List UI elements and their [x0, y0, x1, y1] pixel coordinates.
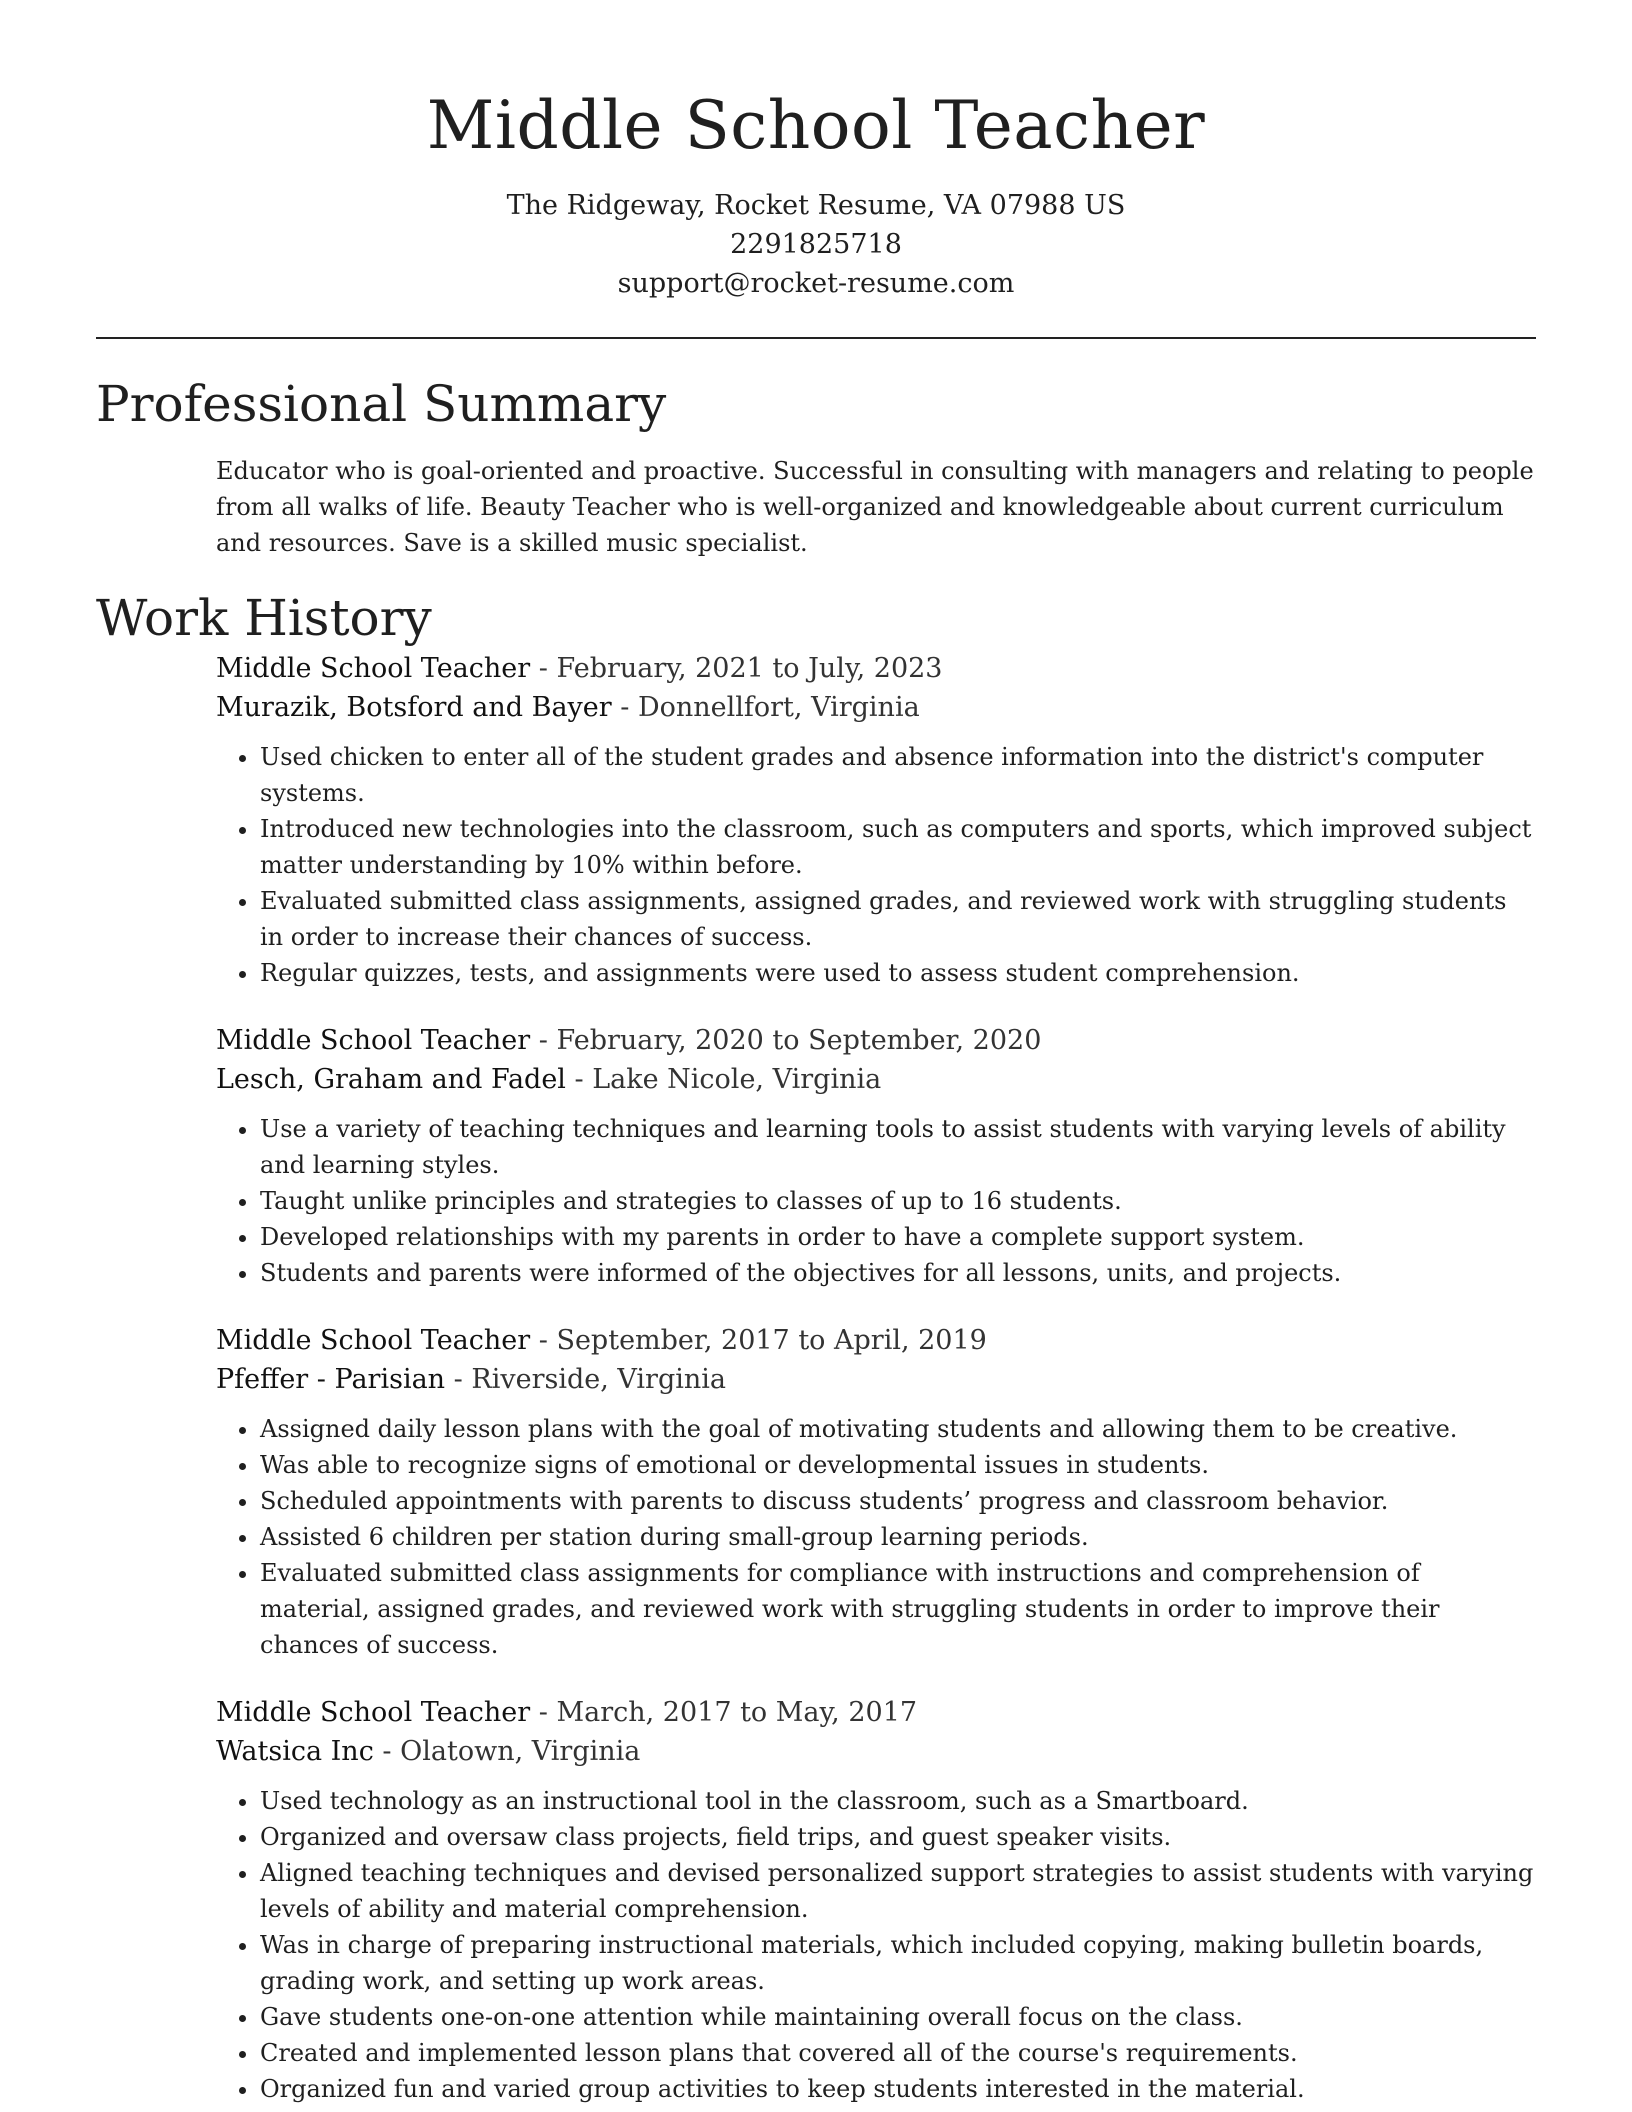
job-bullet: • Regular quizzes, tests, and assignments were used to assess student comprehension. — [260, 955, 1536, 991]
job-bullet: • Taught unlike principles and strategies to classes of up to 16 students. — [260, 1183, 1536, 1219]
address-line: The Ridgeway, Rocket Resume, VA 07988 US — [506, 190, 1126, 221]
job-dates: - March, 2017 to May, 2017 — [530, 1697, 918, 1728]
job-company-line — [216, 1732, 1536, 1771]
job-bullet: • Introduced new technologies into the classroom, such as computers and sports, which improved subject matter understanding by 10% within before. — [260, 811, 1536, 883]
email-address: support@rocket-resume.com — [617, 268, 1015, 299]
job-entry — [216, 1693, 1536, 2107]
job-bullet: • Used technology as an instructional tool in the classroom, such as a Smartboard. — [260, 1783, 1536, 1819]
job-company: Pfeffer - Parisian — [216, 1364, 446, 1395]
job-bullets — [216, 1111, 1536, 1291]
job-bullet: • Gave students one-on-one attention while maintaining overall focus on the class. — [260, 1999, 1536, 2035]
job-bullet: • Developed relationships with my parents in order to have a complete support system. — [260, 1219, 1536, 1255]
job-company-line — [216, 1060, 1536, 1099]
contact-info — [96, 186, 1536, 303]
job-company-line — [216, 688, 1536, 727]
job-title: Middle School Teacher — [216, 1697, 531, 1728]
job-entry — [216, 1321, 1536, 1663]
job-bullet: • Was able to recognize signs of emotional or developmental issues in students. — [260, 1447, 1536, 1483]
job-bullet: • Organized and oversaw class projects, field trips, and guest speaker visits. — [260, 1819, 1536, 1855]
job-location: - Lake Nicole, Virginia — [565, 1064, 882, 1095]
job-bullets — [216, 1411, 1536, 1663]
job-bullet: • Students and parents were informed of the objectives for all lessons, units, and projects. — [260, 1255, 1536, 1291]
job-entry — [216, 649, 1536, 991]
resume-page — [96, 0, 1536, 2107]
section-title-work-history: Work History — [96, 589, 432, 647]
job-title-line — [216, 649, 1536, 688]
job-location: - Riverside, Virginia — [445, 1364, 726, 1395]
header-divider — [96, 337, 1536, 339]
job-company: Watsica Inc — [216, 1736, 374, 1767]
job-bullets — [216, 1783, 1536, 2107]
work-history-section — [96, 587, 1536, 2107]
job-title: Middle School Teacher — [216, 1025, 531, 1056]
job-bullet: • Use a variety of teaching techniques and learning tools to assist students with varying levels of ability and learning styles. — [260, 1111, 1536, 1183]
job-location: - Donnellfort, Virginia — [611, 692, 920, 723]
job-bullet: • Organized fun and varied group activities to keep students interested in the material. — [260, 2071, 1536, 2107]
job-company: Lesch, Graham and Fadel — [216, 1064, 566, 1095]
job-title-line — [216, 1321, 1536, 1360]
job-bullet: • Assisted 6 children per station during small-group learning periods. — [260, 1519, 1536, 1555]
job-bullet: • Assigned daily lesson plans with the goal of motivating students and allowing them to be creative. — [260, 1411, 1536, 1447]
job-title-line — [216, 1021, 1536, 1060]
job-bullet: • Scheduled appointments with parents to discuss students’ progress and classroom behavior. — [260, 1483, 1536, 1519]
job-bullet: • Created and implemented lesson plans that covered all of the course's requirements. — [260, 2035, 1536, 2071]
resume-header — [96, 0, 1536, 303]
phone-number: 2291825718 — [730, 229, 902, 260]
job-title-line — [216, 1693, 1536, 1732]
job-company-line — [216, 1360, 1536, 1399]
candidate-name: Middle School Teacher — [426, 87, 1206, 164]
job-dates: - February, 2020 to September, 2020 — [530, 1025, 1042, 1056]
job-bullet: • Aligned teaching techniques and devised personalized support strategies to assist students with varying levels of ability and material comprehension. — [260, 1855, 1536, 1927]
job-bullet: • Evaluated submitted class assignments for compliance with instructions and comprehension of material, assigned grades, and reviewed work with struggling students in order to improve their chances of success. — [260, 1555, 1536, 1663]
professional-summary-section — [96, 373, 1536, 561]
summary-text: Educator who is goal-oriented and proactive. Successful in consulting with managers and relating to people from all walks of life. Beauty Teacher who is well-organized and knowledgeable about current curriculum and resources. Save is a skilled music specialist. — [216, 457, 1534, 557]
job-dates: - September, 2017 to April, 2019 — [530, 1325, 987, 1356]
job-dates: - February, 2021 to July, 2023 — [530, 653, 943, 684]
job-bullet: • Used chicken to enter all of the student grades and absence information into the district's computer systems. — [260, 739, 1536, 811]
job-company: Murazik, Botsford and Bayer — [216, 692, 612, 723]
section-title-summary: Professional Summary — [96, 375, 667, 433]
job-bullet: • Evaluated submitted class assignments, assigned grades, and reviewed work with struggling students in order to increase their chances of success. — [260, 883, 1536, 955]
job-bullets — [216, 739, 1536, 991]
job-entry — [216, 1021, 1536, 1291]
job-bullet: • Was in charge of preparing instructional materials, which included copying, making bulletin boards, grading work, and setting up work areas. — [260, 1927, 1536, 1999]
job-location: - Olatown, Virginia — [373, 1736, 641, 1767]
job-title: Middle School Teacher — [216, 1325, 531, 1356]
job-title: Middle School Teacher — [216, 653, 531, 684]
